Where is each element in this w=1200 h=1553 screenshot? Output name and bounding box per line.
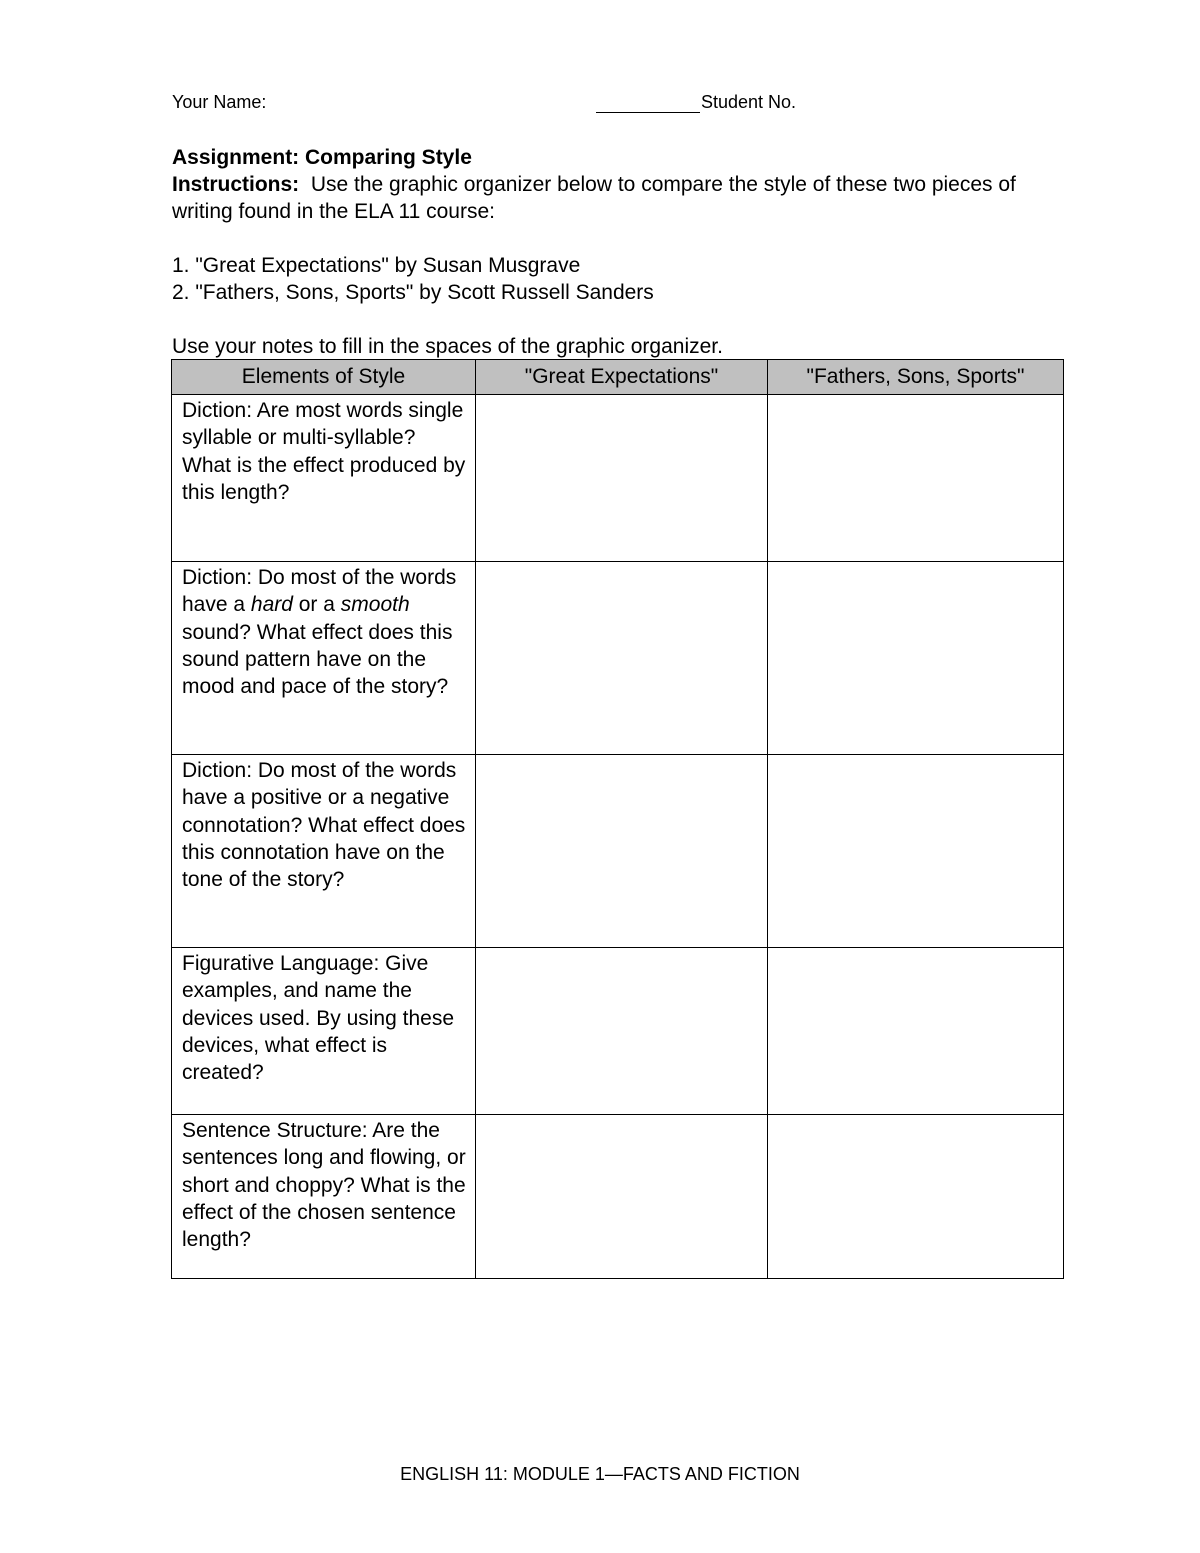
prompt-text: Sentence Structure: Are the sentences long and flowing, or short and choppy? What is the effect of the chosen sentence length? <box>182 1119 466 1252</box>
table-row <box>172 562 1064 755</box>
student-info-line <box>172 92 1072 118</box>
works-list <box>172 252 1072 306</box>
table-header-row <box>172 360 1064 395</box>
page-footer: ENGLISH 11: MODULE 1—FACTS AND FICTION <box>400 1464 800 1484</box>
instructions-label: Instructions: <box>172 173 300 196</box>
prompt-cell <box>172 755 476 948</box>
answer-cell-great-expectations[interactable] <box>476 395 768 562</box>
your-name-label: Your Name: <box>172 92 267 112</box>
prompt-cell <box>172 395 476 562</box>
table-row <box>172 948 1064 1115</box>
prompt-text: Diction: Do most of the words have a <box>182 566 457 617</box>
header-elements-of-style: Elements of Style <box>172 360 476 395</box>
prompt-emphasis: hard <box>250 593 293 617</box>
prompt-text: Diction: Are most words single syllable or multi-syllable? What is the effect produced by this length? <box>182 399 466 504</box>
instructions-text: Use the graphic organizer below to compare the style of these two pieces of writing found in the ELA 11 course: <box>172 173 1022 223</box>
header-fathers-sons-sports: "Fathers, Sons, Sports" <box>768 360 1064 395</box>
graphic-organizer-table <box>171 359 1064 1279</box>
instructions-paragraph <box>172 171 1072 225</box>
answer-cell-great-expectations[interactable] <box>476 755 768 948</box>
name-blank-line[interactable] <box>596 92 700 113</box>
answer-cell-fathers-sons-sports[interactable] <box>768 562 1064 755</box>
prompt-cell <box>172 562 476 755</box>
prompt-text: or a <box>292 593 341 617</box>
table-row <box>172 395 1064 562</box>
work-item-2: 2. "Fathers, Sons, Sports" by Scott Russell Sanders <box>172 281 654 304</box>
prompt-emphasis: smooth <box>340 593 410 617</box>
student-number-label: Student No. <box>701 92 797 112</box>
table-row <box>172 1115 1064 1279</box>
answer-cell-fathers-sons-sports[interactable] <box>768 948 1064 1115</box>
answer-cell-fathers-sons-sports[interactable] <box>768 395 1064 562</box>
answer-cell-fathers-sons-sports[interactable] <box>768 755 1064 948</box>
prompt-text: sound? What effect does this sound pattern have on the mood and pace of the story? <box>182 620 453 699</box>
assignment-title: Assignment: Comparing Style <box>172 146 472 169</box>
prompt-cell <box>172 1115 476 1279</box>
prompt-text: Diction: Do most of the words have a positive or a negative connotation? What effect does this connotation have on the tone of the story? <box>182 759 466 892</box>
notes-instruction: Use your notes to fill in the spaces of the graphic organizer. <box>172 335 723 358</box>
header-great-expectations: "Great Expectations" <box>476 360 768 395</box>
answer-cell-fathers-sons-sports[interactable] <box>768 1115 1064 1279</box>
prompt-text: Figurative Language: Give examples, and name the devices used. By using these devices, what effect is created? <box>182 952 454 1085</box>
work-item-1: 1. "Great Expectations" by Susan Musgrave <box>172 254 581 277</box>
prompt-cell <box>172 948 476 1115</box>
assignment-block <box>172 144 1072 360</box>
table-row <box>172 755 1064 948</box>
answer-cell-great-expectations[interactable] <box>476 948 768 1115</box>
answer-cell-great-expectations[interactable] <box>476 1115 768 1279</box>
answer-cell-great-expectations[interactable] <box>476 562 768 755</box>
